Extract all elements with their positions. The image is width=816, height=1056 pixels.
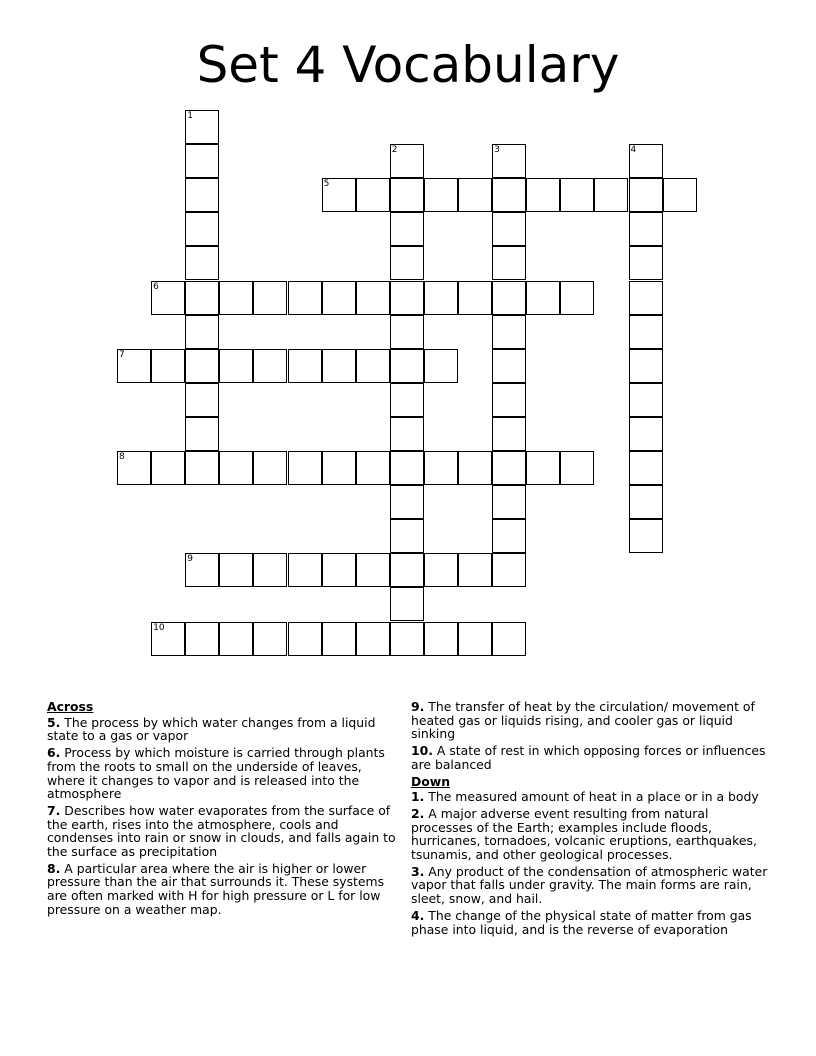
crossword-cell[interactable] xyxy=(356,178,390,212)
clue-text: The transfer of heat by the circulation/ movement of heated gas or liquids rising, and cooler gas or liquid sinking xyxy=(411,699,755,742)
clue-text: A particular area where the air is higher or lower pressure than the air that surrounds it. These systems are often marked with H for high pressure or L for low pressure on a weather map. xyxy=(47,860,385,917)
crossword-cell[interactable] xyxy=(322,622,356,656)
crossword-cell[interactable] xyxy=(288,281,322,315)
across-heading: Across xyxy=(47,699,94,714)
crossword-cell[interactable] xyxy=(185,417,219,451)
clue-number: 1. xyxy=(411,789,425,805)
clue-number-label: 8 xyxy=(119,452,125,462)
clue-number-label: 4 xyxy=(630,145,637,156)
clue-number: 2. xyxy=(411,805,425,821)
crossword-cell[interactable] xyxy=(356,553,390,587)
crossword-cell[interactable] xyxy=(492,281,526,315)
clues-right-column xyxy=(411,700,771,939)
crossword-cell[interactable] xyxy=(458,178,492,212)
crossword-cell[interactable] xyxy=(390,417,424,451)
crossword-cell[interactable] xyxy=(356,281,390,315)
clue-number: 4. xyxy=(411,907,425,923)
crossword-cell[interactable] xyxy=(219,451,253,485)
crossword-cell[interactable] xyxy=(492,383,526,417)
crossword-cell[interactable] xyxy=(322,349,356,383)
clue xyxy=(411,790,771,804)
crossword-cell[interactable] xyxy=(390,519,424,553)
crossword-cell[interactable] xyxy=(390,281,424,315)
crossword-cell[interactable] xyxy=(424,281,458,315)
crossword-cell[interactable] xyxy=(390,144,424,178)
crossword-cell[interactable] xyxy=(185,349,219,383)
crossword-cell[interactable] xyxy=(458,451,492,485)
crossword-cell[interactable] xyxy=(185,178,219,212)
crossword-cell[interactable] xyxy=(629,451,663,485)
clue-text: The change of the physical state of matter from gas phase into liquid, and is the reverse of evaporation xyxy=(411,907,752,937)
crossword-cell[interactable] xyxy=(253,451,287,485)
clue-number: 8. xyxy=(47,860,61,876)
crossword-cell[interactable] xyxy=(151,349,185,383)
crossword-cell[interactable] xyxy=(151,622,185,656)
crossword-cell[interactable] xyxy=(219,349,253,383)
crossword-cell[interactable] xyxy=(629,349,663,383)
crossword-cell[interactable] xyxy=(629,246,663,280)
crossword-cell[interactable] xyxy=(390,485,424,519)
crossword-cell[interactable] xyxy=(492,485,526,519)
crossword-cell[interactable] xyxy=(492,178,526,212)
crossword-cell[interactable] xyxy=(629,144,663,178)
crossword-cell[interactable] xyxy=(322,281,356,315)
clue-number-label: 1 xyxy=(187,111,193,121)
clue-text: The measured amount of heat in a place or in a body xyxy=(428,789,759,805)
crossword-cell[interactable] xyxy=(322,178,356,212)
crossword-cell[interactable] xyxy=(253,349,287,383)
crossword-cell[interactable] xyxy=(185,212,219,246)
clue xyxy=(47,862,397,917)
crossword-cell[interactable] xyxy=(356,451,390,485)
clue-number-label: 2 xyxy=(391,145,398,156)
clue xyxy=(411,700,771,741)
crossword-cell[interactable] xyxy=(288,451,322,485)
crossword-cell[interactable] xyxy=(117,451,151,485)
clue-number-label: 7 xyxy=(119,349,125,360)
clue-text: Process by which moisture is carried through plants from the roots to small on the underside of leaves, where it changes to vapor and is released into the atmosphere xyxy=(47,745,385,802)
crossword-cell[interactable] xyxy=(492,315,526,349)
clue xyxy=(411,744,771,771)
crossword-cell[interactable] xyxy=(526,178,560,212)
crossword-cell[interactable] xyxy=(424,178,458,212)
clue xyxy=(47,804,397,859)
crossword-cell[interactable] xyxy=(390,246,424,280)
crossword-cell[interactable] xyxy=(424,553,458,587)
crossword-cell[interactable] xyxy=(390,622,424,656)
down-clue-list xyxy=(411,790,771,936)
crossword-cell[interactable] xyxy=(458,622,492,656)
crossword-cell[interactable] xyxy=(219,553,253,587)
crossword-cell[interactable] xyxy=(629,519,663,553)
crossword-cell[interactable] xyxy=(390,383,424,417)
crossword-cell[interactable] xyxy=(492,519,526,553)
crossword-cell[interactable] xyxy=(185,553,219,587)
crossword-cell[interactable] xyxy=(253,281,287,315)
crossword-cell[interactable] xyxy=(390,451,424,485)
crossword-cell[interactable] xyxy=(560,281,594,315)
crossword-cell[interactable] xyxy=(185,622,219,656)
puzzle-title: Set 4 Vocabulary xyxy=(196,36,620,94)
crossword-cell[interactable] xyxy=(356,349,390,383)
clue-text: Describes how water evaporates from the surface of the earth, rises into the atmosphere, cools and condenses into rain or snow in clouds, and falls again to the surface as precipitation xyxy=(47,802,396,860)
clue-number: 9. xyxy=(411,699,425,714)
crossword-cell[interactable] xyxy=(629,212,663,246)
crossword-cell[interactable] xyxy=(492,144,526,178)
crossword-cell[interactable] xyxy=(424,451,458,485)
crossword-cell[interactable] xyxy=(322,553,356,587)
across-clue-list-continued xyxy=(411,700,771,772)
crossword-cell[interactable] xyxy=(492,417,526,451)
crossword-cell[interactable] xyxy=(390,553,424,587)
crossword-cell[interactable] xyxy=(492,246,526,280)
crossword-cell[interactable] xyxy=(424,622,458,656)
crossword-cell[interactable] xyxy=(390,212,424,246)
clue-number-label: 10 xyxy=(153,622,165,633)
clue-number-label: 5 xyxy=(323,179,330,190)
clue xyxy=(47,746,397,801)
crossword-cell[interactable] xyxy=(629,315,663,349)
crossword-cell[interactable] xyxy=(560,178,594,212)
crossword-cell[interactable] xyxy=(117,349,151,383)
clue xyxy=(411,909,771,936)
crossword-cell[interactable] xyxy=(288,349,322,383)
crossword-cell[interactable] xyxy=(560,451,594,485)
crossword-cell[interactable] xyxy=(629,485,663,519)
crossword-cell[interactable] xyxy=(185,110,219,144)
clue-text: A major adverse event resulting from natural processes of the Earth; examples include floods, hurricanes, tornadoes, volcanic eruptions, earthquakes, tsunamis, and other geological processes. xyxy=(411,805,757,863)
crossword-cell[interactable] xyxy=(288,622,322,656)
crossword-cell[interactable] xyxy=(151,281,185,315)
crossword-cell[interactable] xyxy=(492,212,526,246)
clue-number-label: 3 xyxy=(494,145,500,156)
crossword-cell[interactable] xyxy=(185,315,219,349)
crossword-cell[interactable] xyxy=(594,178,628,212)
crossword-cell[interactable] xyxy=(492,553,526,587)
crossword-cell[interactable] xyxy=(390,178,424,212)
crossword-cell[interactable] xyxy=(458,281,492,315)
crossword-cell[interactable] xyxy=(424,349,458,383)
crossword-cell[interactable] xyxy=(390,587,424,621)
crossword-cell[interactable] xyxy=(322,451,356,485)
crossword-cell[interactable] xyxy=(185,281,219,315)
clue xyxy=(47,716,397,743)
crossword-cell[interactable] xyxy=(288,553,322,587)
clue-number-label: 9 xyxy=(187,554,193,565)
crossword-cell[interactable] xyxy=(185,451,219,485)
clue-number: 6. xyxy=(47,745,61,761)
clue xyxy=(411,807,771,862)
crossword-cell[interactable] xyxy=(356,622,390,656)
clue-number: 5. xyxy=(47,714,61,730)
crossword-cell[interactable] xyxy=(629,178,663,212)
clue-text: A state of rest in which opposing forces or influences are balanced xyxy=(411,743,766,772)
crossword-cell[interactable] xyxy=(219,281,253,315)
crossword-cell[interactable] xyxy=(492,451,526,485)
crossword-cell[interactable] xyxy=(492,622,526,656)
crossword-cell[interactable] xyxy=(663,178,697,212)
crossword-cell[interactable] xyxy=(629,417,663,451)
crossword-cell[interactable] xyxy=(185,383,219,417)
clue-number-label: 6 xyxy=(153,281,159,292)
crossword-cell[interactable] xyxy=(526,451,560,485)
clue-number: 3. xyxy=(411,863,425,879)
crossword-cell[interactable] xyxy=(629,281,663,315)
clues-left-column xyxy=(47,700,397,920)
across-clue-list xyxy=(47,716,397,917)
crossword-cell[interactable] xyxy=(219,622,253,656)
clue-text: The process by which water changes from a liquid state to a gas or vapor xyxy=(47,714,376,744)
crossword-cell[interactable] xyxy=(492,349,526,383)
crossword-cell[interactable] xyxy=(253,622,287,656)
crossword-cell[interactable] xyxy=(253,553,287,587)
clue-number: 7. xyxy=(47,802,61,818)
clue xyxy=(411,865,771,906)
crossword-cell[interactable] xyxy=(629,383,663,417)
crossword-cell[interactable] xyxy=(390,349,424,383)
down-heading: Down xyxy=(411,773,451,789)
crossword-cell[interactable] xyxy=(185,246,219,280)
clue-text: Any product of the condensation of atmospheric water vapor that falls under gravity. The main forms are rain, sleet, snow, and hail. xyxy=(411,863,768,907)
crossword-cell[interactable] xyxy=(390,315,424,349)
clue-number: 10. xyxy=(411,743,433,759)
crossword-cell[interactable] xyxy=(185,144,219,178)
crossword-cell[interactable] xyxy=(526,281,560,315)
crossword-cell[interactable] xyxy=(458,553,492,587)
crossword-cell[interactable] xyxy=(151,451,185,485)
